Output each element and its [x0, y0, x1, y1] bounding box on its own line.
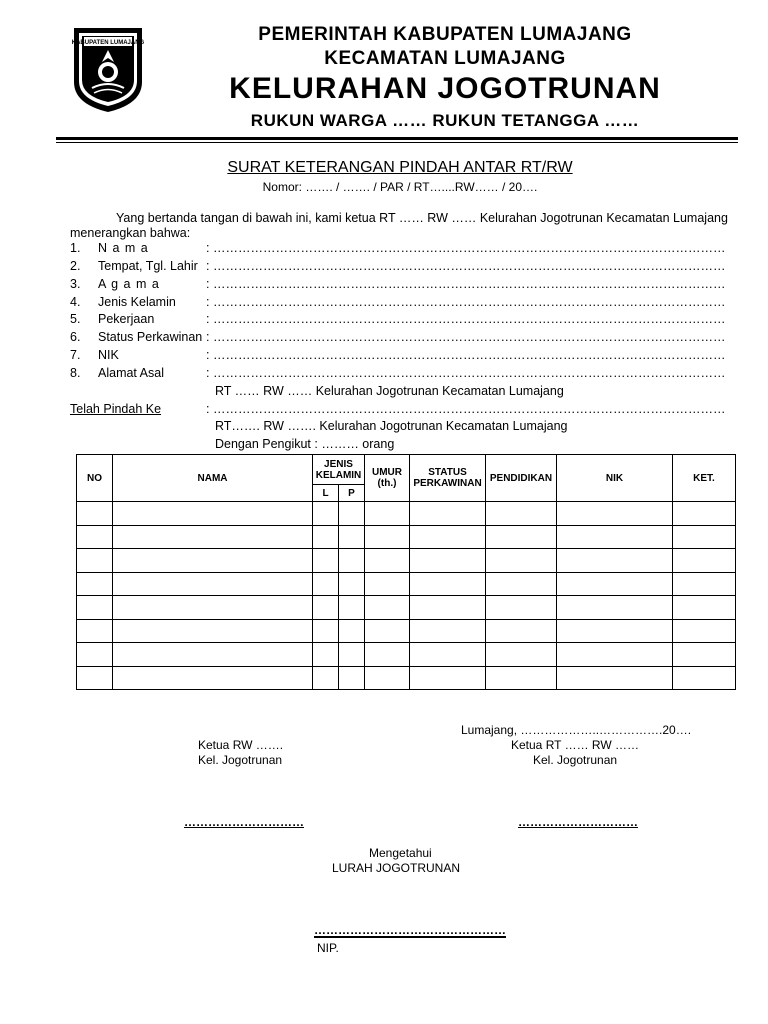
table-row: [77, 643, 736, 667]
col-header-marital: [410, 455, 486, 502]
rt-chief-village: Kel. Jogotrunan: [533, 753, 618, 767]
field-number: 8.: [70, 366, 81, 380]
header-district: KECAMATAN LUMAJANG: [324, 48, 566, 69]
table-cell[interactable]: [339, 619, 365, 643]
table-cell[interactable]: [557, 572, 673, 596]
intro-line-2: menerangkan bahwa:: [70, 226, 191, 240]
document-title: SURAT KETERANGAN PINDAH ANTAR RT/RW: [227, 159, 573, 176]
col-header-education: PENDIDIKAN: [486, 455, 557, 502]
table-cell[interactable]: [410, 619, 486, 643]
col-header-gender: [313, 455, 365, 485]
rt-chief-title: Ketua RT …… RW ……: [511, 738, 640, 752]
table-cell[interactable]: [339, 525, 365, 549]
header-village: KELURAHAN JOGOTRUNAN: [229, 72, 661, 105]
rt-signature-line: …………………………: [518, 815, 638, 829]
table-row: [77, 502, 736, 526]
table-cell[interactable]: [77, 666, 113, 690]
moved-to-label: Telah Pindah Ke: [70, 402, 162, 416]
field-number: 2.: [70, 259, 81, 273]
table-cell[interactable]: [365, 666, 410, 690]
table-cell[interactable]: [113, 666, 313, 690]
table-cell[interactable]: [557, 643, 673, 667]
field-number: 7.: [70, 348, 81, 362]
col-header-age-line1: UMUR: [372, 467, 402, 478]
table-cell[interactable]: [486, 549, 557, 573]
table-cell[interactable]: [365, 525, 410, 549]
moved-to-rt-rw: RT……. RW ……. Kelurahan Jogotrunan Kecamatan Lumajang: [215, 419, 568, 433]
field-label-address: Alamat Asal: [98, 366, 165, 380]
table-cell[interactable]: [313, 525, 339, 549]
field-number: 6.: [70, 330, 81, 344]
table-cell[interactable]: [339, 666, 365, 690]
field-label-birth: Tempat, Tgl. Lahir: [98, 259, 198, 273]
table-cell[interactable]: [365, 549, 410, 573]
acknowledged-label: Mengetahui: [369, 846, 432, 860]
table-cell[interactable]: [557, 666, 673, 690]
table-cell[interactable]: [673, 619, 736, 643]
table-cell[interactable]: [77, 525, 113, 549]
table-cell[interactable]: [673, 549, 736, 573]
field-fill-occupation[interactable]: : ……………………………………………………………………………………………………………: [206, 312, 726, 326]
intro-line-1: Yang bertanda tangan di bawah ini, kami ketua RT …… RW …… Kelurahan Jogotrunan Kecamatan Lumajang: [116, 211, 728, 225]
table-cell[interactable]: [313, 549, 339, 573]
table-cell[interactable]: [365, 502, 410, 526]
col-header-nik: NIK: [557, 455, 673, 502]
table-cell[interactable]: [77, 502, 113, 526]
table-row: [77, 619, 736, 643]
table-cell[interactable]: [339, 572, 365, 596]
table-cell[interactable]: [486, 619, 557, 643]
field-number: 3.: [70, 277, 81, 291]
table-cell[interactable]: [365, 643, 410, 667]
nip-label: NIP.: [317, 941, 339, 955]
table-cell[interactable]: [486, 666, 557, 690]
lurah-signature-line: …………………………………………: [314, 923, 506, 937]
table-cell[interactable]: [339, 596, 365, 620]
table-cell[interactable]: [365, 596, 410, 620]
table-cell[interactable]: [486, 525, 557, 549]
table-cell[interactable]: [113, 596, 313, 620]
table-cell[interactable]: [339, 502, 365, 526]
table-cell[interactable]: [77, 549, 113, 573]
table-cell[interactable]: [557, 549, 673, 573]
field-fill-religion[interactable]: : ……………………………………………………………………………………………………………: [206, 277, 726, 291]
rw-chief-village: Kel. Jogotrunan: [198, 753, 283, 767]
table-row: [77, 596, 736, 620]
col-header-gender-line2: KELAMIN: [315, 469, 362, 481]
table-cell[interactable]: [313, 619, 339, 643]
table-cell[interactable]: [77, 572, 113, 596]
field-number: 5.: [70, 312, 81, 326]
field-label-nama: N a m a: [98, 241, 149, 255]
table-row: [77, 572, 736, 596]
rw-chief-title: Ketua RW …….: [198, 738, 284, 752]
table-cell[interactable]: [410, 666, 486, 690]
table-row: [77, 525, 736, 549]
field-label-nik: NIK: [98, 348, 119, 362]
table-cell[interactable]: [313, 502, 339, 526]
table-cell[interactable]: [339, 549, 365, 573]
table-cell[interactable]: [313, 596, 339, 620]
field-fill-birth[interactable]: : ……………………………………………………………………………………………………………: [206, 259, 726, 273]
table-cell[interactable]: [486, 643, 557, 667]
table-cell[interactable]: [486, 502, 557, 526]
table-cell[interactable]: [486, 572, 557, 596]
header-rule-thick: [56, 137, 738, 140]
address-rt-rw: RT …… RW …… Kelurahan Jogotrunan Kecamatan Lumajang: [215, 384, 564, 398]
table-cell[interactable]: [339, 643, 365, 667]
field-label-gender: Jenis Kelamin: [98, 295, 176, 309]
col-header-nama: NAMA: [113, 455, 313, 502]
table-cell[interactable]: [410, 525, 486, 549]
field-fill-gender[interactable]: : ……………………………………………………………………………………………………………: [206, 295, 726, 309]
table-cell[interactable]: [113, 572, 313, 596]
table-cell[interactable]: [557, 502, 673, 526]
table-row: [77, 549, 736, 573]
field-fill-marital[interactable]: : ……………………………………………………………………………………………………………: [206, 330, 726, 344]
col-header-gender-p: P: [339, 485, 365, 502]
table-cell[interactable]: [557, 596, 673, 620]
regency-logo: [70, 22, 146, 114]
svg-text:KABUPATEN LUMAJANG: KABUPATEN LUMAJANG: [71, 40, 145, 46]
table-cell[interactable]: [77, 596, 113, 620]
table-cell[interactable]: [557, 525, 673, 549]
table-cell[interactable]: [113, 549, 313, 573]
table-cell[interactable]: [673, 572, 736, 596]
place-date: Lumajang, ………………..…………….20….: [461, 723, 692, 737]
table-cell[interactable]: [313, 572, 339, 596]
table-cell[interactable]: [77, 619, 113, 643]
col-header-gender-l: L: [313, 485, 339, 502]
table-cell[interactable]: [77, 643, 113, 667]
table-cell[interactable]: [557, 619, 673, 643]
field-number: 4.: [70, 295, 81, 309]
table-cell[interactable]: [113, 502, 313, 526]
header-rw-rt: RUKUN WARGA …… RUKUN TETANGGA ……: [250, 111, 640, 130]
col-header-gender-line1: JENIS: [324, 458, 353, 470]
field-number: 1.: [70, 241, 81, 255]
table-cell[interactable]: [410, 502, 486, 526]
table-cell[interactable]: [113, 643, 313, 667]
table-body: [77, 502, 736, 690]
table-cell[interactable]: [365, 572, 410, 596]
table-cell[interactable]: [673, 666, 736, 690]
table-row: [77, 666, 736, 690]
field-label-religion: A g a m a: [98, 277, 160, 291]
field-label-occupation: Pekerjaan: [98, 312, 155, 326]
table-cell[interactable]: [673, 525, 736, 549]
table-cell[interactable]: [113, 619, 313, 643]
table-cell[interactable]: [410, 596, 486, 620]
lurah-title: LURAH JOGOTRUNAN: [332, 861, 461, 875]
col-header-no: NO: [77, 455, 113, 502]
table-cell[interactable]: [673, 643, 736, 667]
table-cell[interactable]: [365, 619, 410, 643]
followers-table: [76, 454, 736, 690]
col-header-marital-line2: PERKAWINAN: [413, 478, 482, 489]
field-fill-nik[interactable]: : ……………………………………………………………………………………………………………: [206, 348, 726, 362]
followers-count: Dengan Pengikut : ……… orang: [215, 437, 395, 451]
field-fill-moved-to[interactable]: : ……………………………………………………………………………………………………………: [206, 402, 726, 416]
table-cell[interactable]: [313, 643, 339, 667]
table-cell[interactable]: [313, 666, 339, 690]
col-header-age-line2: (th.): [377, 478, 397, 489]
rw-signature-line: …………………………: [184, 815, 304, 829]
table-cell[interactable]: [410, 572, 486, 596]
field-label-marital: Status Perkawinan: [98, 330, 203, 344]
col-header-age: [365, 455, 410, 502]
field-fill-address[interactable]: : ……………………………………………………………………………………………………………: [206, 366, 726, 380]
table-cell[interactable]: [410, 643, 486, 667]
table-cell[interactable]: [673, 596, 736, 620]
table-cell[interactable]: [673, 502, 736, 526]
col-header-note: KET.: [673, 455, 736, 502]
table-cell[interactable]: [113, 525, 313, 549]
field-fill-nama[interactable]: : ……………………………………………………………………………………………………………: [206, 241, 726, 255]
header-government: PEMERINTAH KABUPATEN LUMAJANG: [258, 24, 632, 45]
table-cell[interactable]: [410, 549, 486, 573]
header-rule-thin: [56, 142, 738, 143]
table-cell[interactable]: [486, 596, 557, 620]
document-number: Nomor: ……. / ……. / PAR / RT…....RW…… / 20….: [262, 180, 538, 194]
col-header-marital-line1: STATUS: [428, 467, 467, 478]
